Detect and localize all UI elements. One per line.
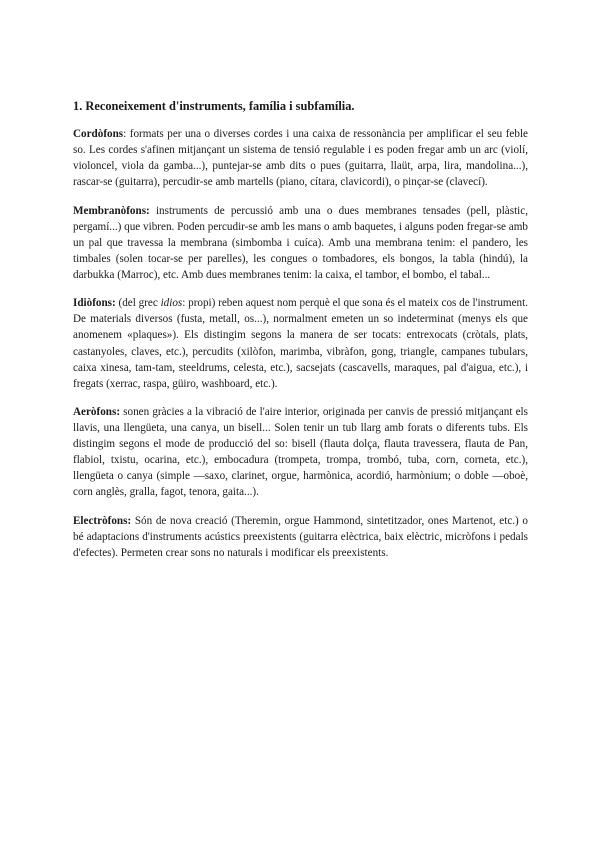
paragraph-aerofons [73,404,528,501]
term-idiofons: Idiòfons: [73,297,116,310]
body-membranofons: instruments de percussió amb una o dues membranes tensades (pell, plàstic, pergamí...) que vibren. Poden percudir-se amb les mans o amb baquetes, i alguns poden fregar-se amb un pal que travessa la membrana (simbomba i cuíca). Amb una membrana tenim: el pandero, les timbales (solen tocar-se per parelles), les congues o tombadores, els bongos, la tabla (hindú), la darbukka (Marroc), etc. Amb dues membranes tenim: la caixa, el tambor, el bombo, el tabal... [73,204,528,281]
body-cordofons: : formats per una o diverses cordes i una caixa de ressonància per amplificar el seu feble so. Les cordes s'afinen mitjançant un sistema de tensió regulable i es poden fregar amb un arc (violí, violoncel, viola da gamba...), puntejar-se amb dits o pues (guitarra, llaüt, arpa, lira, mandolina...), rascar-se (guitarra), percudir-se amb martells (piano, cítara, clavicordi), o pinçar-se (clavecí). [73,128,528,189]
term-cordofons: Cordòfons [73,128,124,140]
paragraph-cordofons [73,126,528,190]
body-aerofons: sonen gràcies a la vibració de l'aire interior, originada per canvis de pressió mitjançant els llavis, una llengüeta, una canya, un bisell... Solen tenir un tub llarg amb forats o diferents tubs. Els distingim segons el mode de producció del so: bisell (flauta dolça, flauta travessera, flauta de Pan, flabiol, txistu, ocarina, etc.), embocadura (trompeta, trompa, trombó, tuba, corn, corneta, etc.), llengüeta o canya (simple —saxo, clarinet, orgue, harmònica, acordió, harmònium; o doble —oboè, corn anglès, gralla, fagot, tenora, gaita...). [73,405,528,499]
paragraph-membranofons [73,203,528,283]
term-aerofons: Aeròfons: [73,405,121,418]
body-idiofons: : propi) reben aquest nom perquè el que sona és el mateix cos de l'instrument. De materials diversos (fusta, metall, os...), normalment emeten un so indeterminat (menys els que anomenem «plaques»). Els distingim segons la manera de ser tocats: entrexocats (cròtals, plats, castanyoles, claves, etc.), percudits (xilòfon, marimba, vibràfon, gong, triangle, campanes tubulars, caixa xinesa, tam-tam, steeldrums, celesta, etc.), sacsejats (cascavells, maraques, pal d'aigua, etc.), i fregats (xerrac, raspa, güiro, washboard, etc.). [73,297,528,390]
italic-word-idios: idios [160,297,183,310]
section-heading: 1. Reconeixement d'instruments, família i subfamília. [73,99,355,113]
paragraph-idiofons [73,295,528,392]
term-electrofons: Electròfons: [73,514,132,527]
paragraph-electrofons [73,513,528,561]
term-membranofons: Membranòfons: [73,204,150,217]
body-idiofons-intro: (del grec [115,297,161,310]
document-page [73,98,528,573]
body-electrofons: Són de nova creació (Theremin, orgue Hammond, sintetitzador, ones Martenot, etc.) o bé adaptacions d'instruments acústics preexistents (guitarra elèctrica, baix elèctric, micròfons i pedals d'efectes). Permeten crear sons no naturals i modificar els preexistents. [73,514,528,559]
